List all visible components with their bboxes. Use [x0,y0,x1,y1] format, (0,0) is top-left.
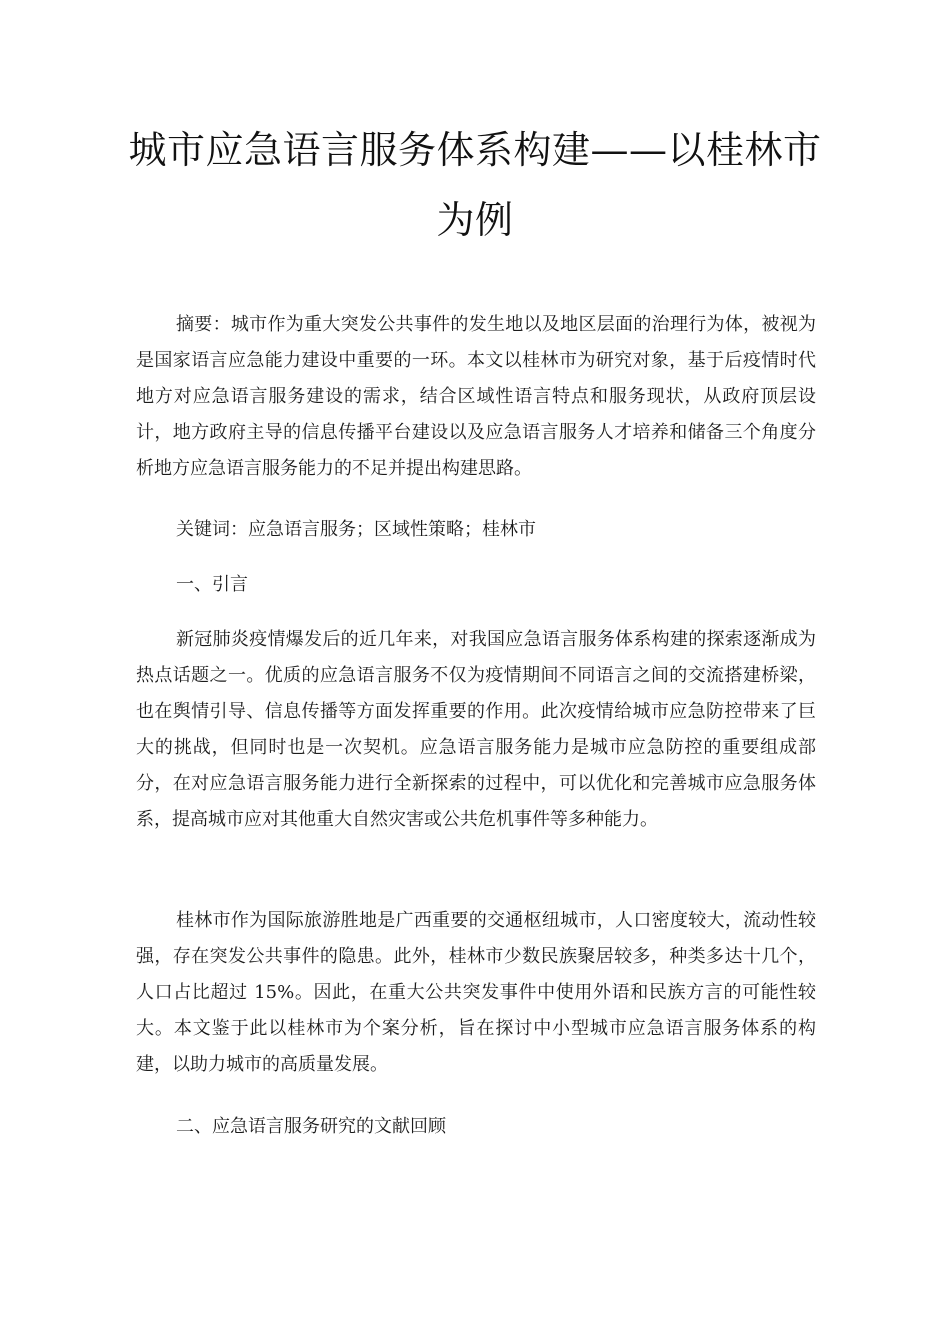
section-heading-introduction: 一、引言 [176,574,248,595]
document-title: 城市应急语言服务体系构建——以桂林市为例 [128,128,822,242]
intro-paragraph-1: 新冠肺炎疫情爆发后的近几年来，对我国应急语言服务体系构建的探索逐渐成为热点话题之一。优质的应急语言服务不仅为疫情期间不同语言之间的交流搭建桥梁，也在舆情引导、信息传播等方面发挥重要的作用。此次疫情给城市应急防控带来了巨大的挑战，但同时也是一次契机。应急语言服务能力是城市应急防控的重要组成部分，在对应急语言服务能力进行全新探索的过程中，可以优化和完善城市应急服务体系，提高城市应对其他重大自然灾害或公共危机事件等多种能力。 [136,629,816,830]
keywords-line: 关键词：应急语言服务；区域性策略；桂林市 [176,519,536,540]
intro-paragraph-2: 桂林市作为国际旅游胜地是广西重要的交通枢纽城市，人口密度较大，流动性较强，存在突发公共事件的隐患。此外，桂林市少数民族聚居较多，种类多达十几个，人口占比超过 15%。因此，在重大公共突发事件中使用外语和民族方言的可能性较大。本文鉴于此以桂林市为个案分析，旨在探讨中小型城市应急语言服务体系的构建，以助力城市的高质量发展。 [136,910,816,1075]
abstract-paragraph: 摘要：城市作为重大突发公共事件的发生地以及地区层面的治理行为体，被视为是国家语言应急能力建设中重要的一环。本文以桂林市为研究对象，基于后疫情时代地方对应急语言服务建设的需求，结合区域性语言特点和服务现状，从政府顶层设计，地方政府主导的信息传播平台建设以及应急语言服务人才培养和储备三个角度分析地方应急语言服务能力的不足并提出构建思路。 [136,314,816,479]
section-heading-literature-review: 二、应急语言服务研究的文献回顾 [176,1116,446,1137]
